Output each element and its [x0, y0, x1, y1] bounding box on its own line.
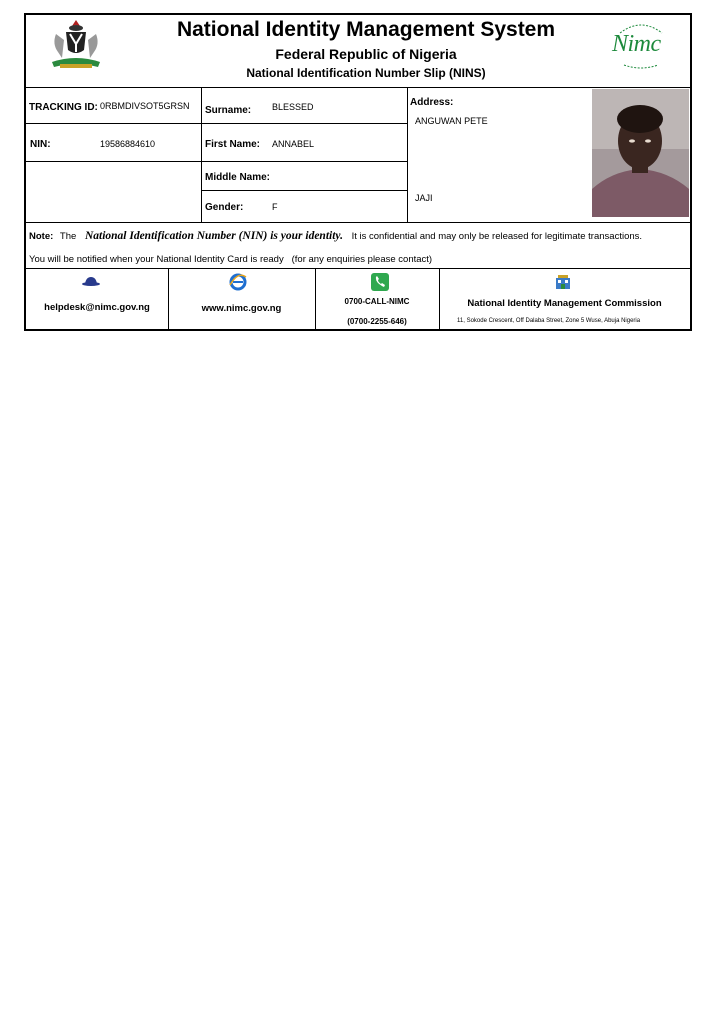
page-subtitle: Federal Republic of Nigeria — [275, 46, 457, 62]
phone-icon — [371, 273, 389, 291]
note-italic: National Identification Number (NIN) is your identity. — [84, 230, 343, 242]
phone-number: (0700-2255-646) — [347, 317, 407, 326]
grid-line — [201, 190, 408, 191]
note-label: Note: — [29, 231, 54, 242]
surname-label: Surname: — [205, 105, 252, 116]
person-photo-icon — [592, 89, 689, 217]
hat-icon — [81, 276, 101, 286]
middle-name-label: Middle Name: — [205, 172, 271, 183]
page-title: National Identity Management System — [176, 18, 556, 41]
first-name-value: ANNABEL — [272, 139, 315, 149]
grid-line — [26, 161, 408, 162]
grid-line — [168, 268, 169, 329]
tracking-id-value: 0RBMDIVSOT5GRSN — [100, 101, 190, 111]
helpdesk-email: helpdesk@nimc.gov.ng — [44, 302, 150, 313]
grid-line — [407, 87, 408, 222]
note-the: The — [59, 231, 77, 242]
address-line-2: JAJI — [415, 193, 433, 203]
surname-value: BLESSED — [272, 102, 314, 112]
grid-line — [26, 268, 690, 269]
tracking-id-label: TRACKING ID: — [29, 102, 98, 113]
passport-photo — [592, 89, 689, 217]
gender-value: F — [272, 202, 278, 212]
address-label: Address: — [410, 97, 454, 108]
slip-header — [26, 15, 690, 88]
first-name-label: First Name: — [205, 139, 261, 150]
note-line-1 — [29, 230, 642, 242]
website-link: www.nimc.gov.ng — [201, 303, 282, 314]
nin-slip — [24, 13, 692, 331]
slip-title: National Identification Number Slip (NINS) — [246, 66, 486, 80]
browser-icon — [229, 273, 247, 291]
address-line-1: ANGUWAN PETE — [415, 116, 488, 126]
gender-label: Gender: — [205, 202, 244, 213]
nin-value: 19586884610 — [100, 139, 156, 149]
nimc-logo-text: Nimc — [612, 31, 661, 57]
grid-line — [26, 123, 408, 124]
note-rest: It is confidential and may only be released for legitimate transactions. — [351, 231, 643, 242]
building-icon — [555, 274, 571, 290]
phone-word: 0700-CALL-NIMC — [344, 297, 410, 306]
nimc-logo — [606, 19, 676, 71]
grid-line — [201, 87, 202, 222]
note-line-2: You will be notified when your National Identity Card is ready (for any enquiries please contact) — [29, 254, 433, 265]
coat-of-arms-icon — [46, 18, 106, 70]
commission-name: National Identity Management Commission — [467, 298, 662, 309]
nin-label: NIN: — [30, 139, 51, 150]
commission-address: 11, Sokode Crescent, Off Dalaba Street, Zone 5 Wuse, Abuja Nigeria — [457, 318, 641, 324]
grid-line — [26, 222, 690, 223]
